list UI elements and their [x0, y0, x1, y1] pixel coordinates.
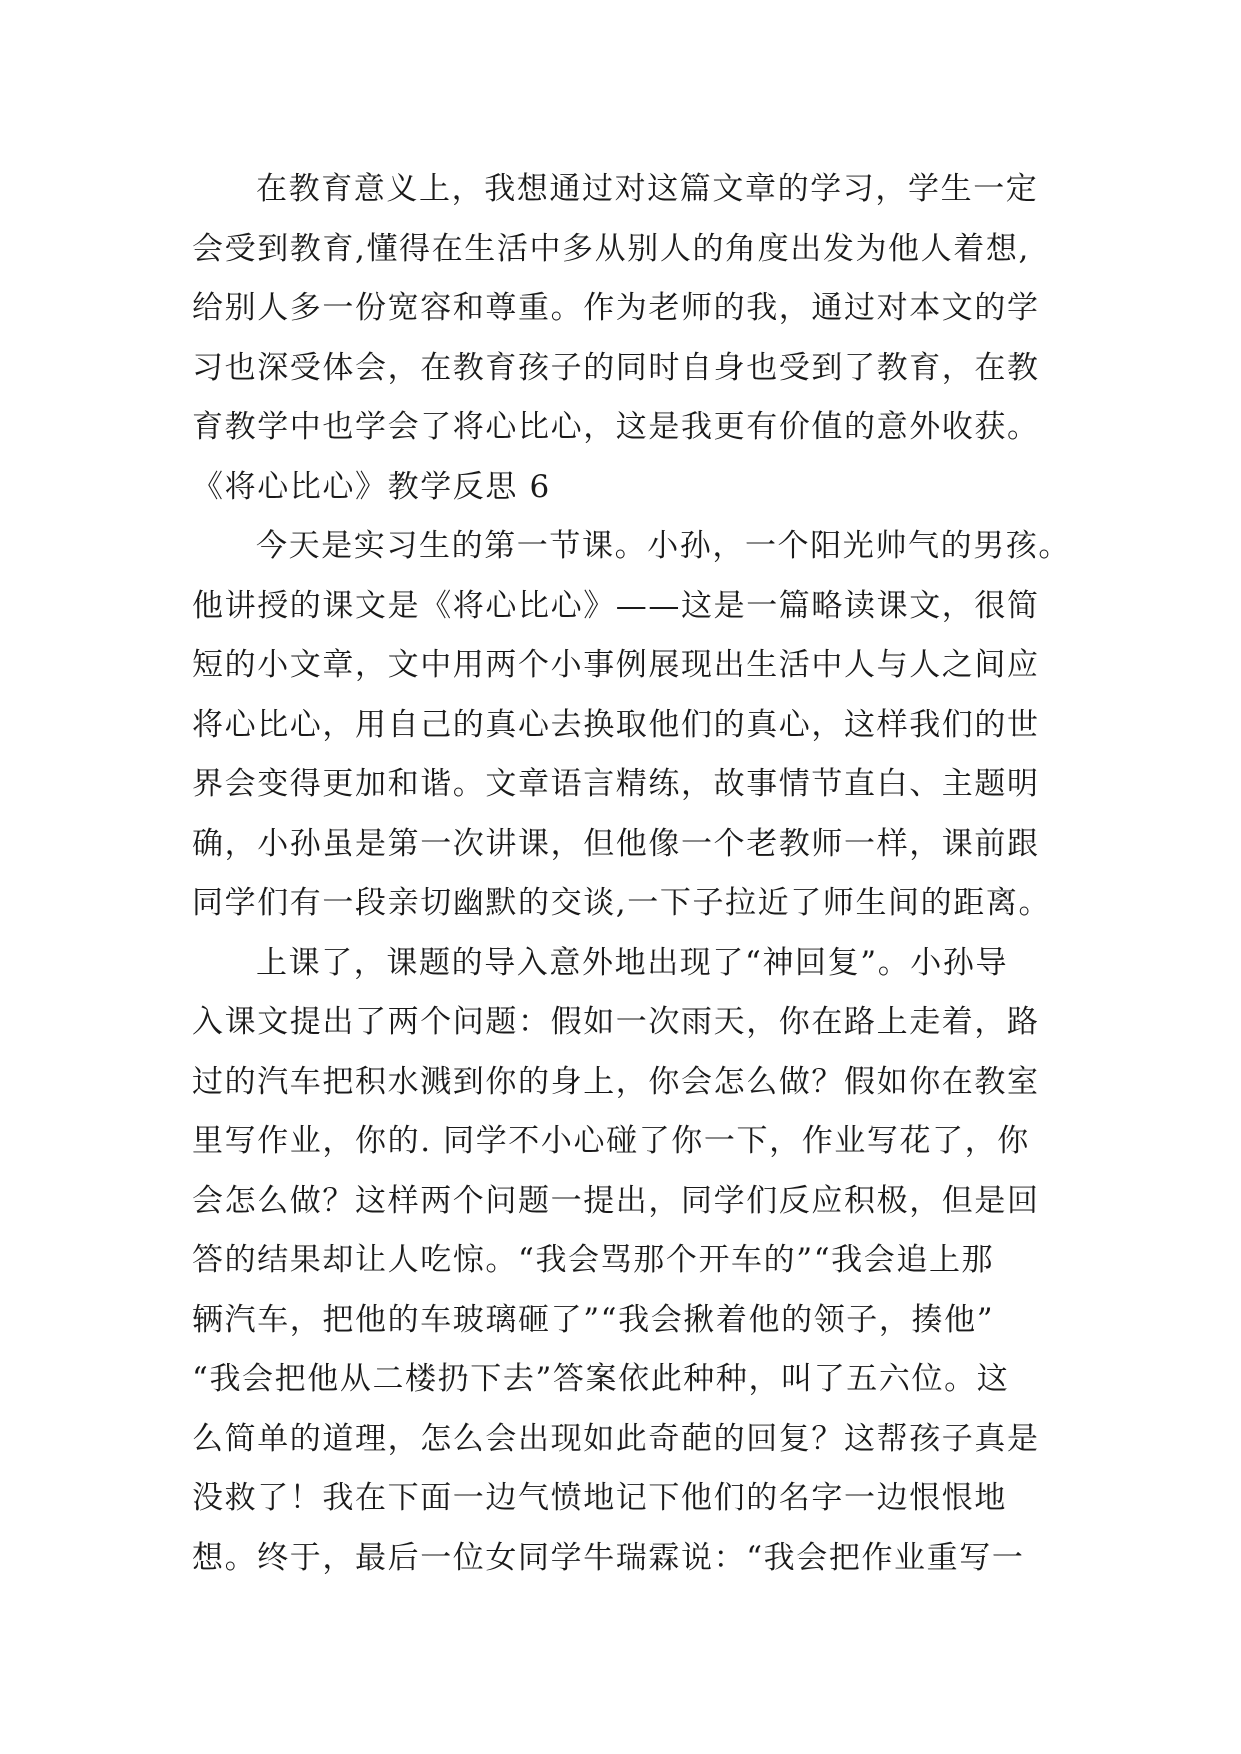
text-line: 答的结果却让人吃惊。“我会骂那个开车的”“我会追上那	[192, 1242, 995, 1278]
text-line: 他讲授的课文是《将心比心》——这是一篇略读课文，很简	[192, 587, 1040, 624]
text-line: 同学们有一段亲切幽默的交谈,一下子拉近了师生间的距离。	[192, 885, 1052, 921]
text-line: 确，小孙虽是第一次讲课，但他像一个老教师一样，课前跟	[192, 825, 1040, 862]
document-body	[192, 160, 1071, 1588]
text-line: 《将心比心》教学反思 6	[192, 468, 551, 505]
text-line: 入课文提出了两个问题：假如一次雨天，你在路上走着，路	[192, 1004, 1040, 1040]
text-line: 会怎么做？这样两个问题一提出，同学们反应积极，但是回	[192, 1182, 1040, 1219]
text-line: 辆汽车，把他的车玻璃砸了”“我会揪着他的领子，揍他”	[192, 1301, 995, 1338]
text-line: 在教育意义上，我想通过对这篇文章的学习，学生一定	[256, 171, 1039, 207]
text-line: 么简单的道理，怎么会出现如此奇葩的回复？这帮孩子真是	[192, 1420, 1040, 1457]
text-line: 将心比心，用自己的真心去换取他们的真心，这样我们的世	[192, 706, 1040, 743]
text-line: 想。终于，最后一位女同学牛瑞霖说：“我会把作业重写一	[192, 1539, 1025, 1576]
text-line: 育教学中也学会了将心比心，这是我更有价值的意外收获。	[192, 409, 1040, 445]
text-line: 短的小文章，文中用两个小事例展现出生活中人与人之间应	[192, 647, 1040, 683]
text-line: 会受到教育,懂得在生活中多从别人的角度出发为他人着想,	[192, 230, 1030, 267]
text-line: 里写作业，你的. 同学不小心碰了你一下，作业写花了，你	[192, 1123, 1030, 1159]
text-line: 习也深受体会，在教育孩子的同时自身也受到了教育，在教	[192, 349, 1040, 386]
text-line: 今天是实习生的第一节课。小孙，一个阳光帅气的男孩。	[256, 528, 1071, 564]
text-line: 给别人多一份宽容和尊重。作为老师的我，通过对本文的学	[192, 290, 1040, 326]
text-line: 上课了，课题的导入意外地出现了“神回复”。小孙导	[256, 944, 1009, 981]
text-line: 过的汽车把积水溅到你的身上，你会怎么做？假如你在教室	[192, 1063, 1040, 1100]
text-line: 没救了！我在下面一边气愤地记下他们的名字一边恨恨地	[192, 1480, 1007, 1516]
text-line: 界会变得更加和谐。文章语言精练，故事情节直白、主题明	[192, 766, 1040, 802]
text-line: “我会把他从二楼扔下去”答案依此种种，叫了五六位。这	[192, 1361, 1010, 1397]
